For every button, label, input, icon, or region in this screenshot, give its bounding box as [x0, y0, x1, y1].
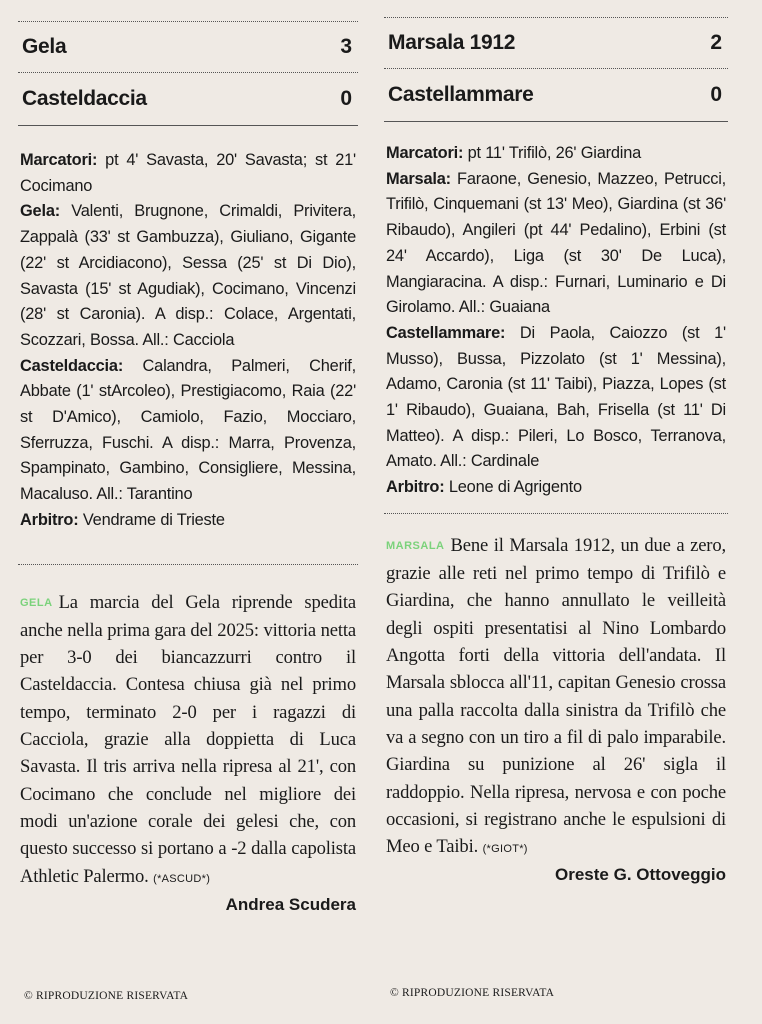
match-report: [18, 589, 358, 893]
home-goals: 2: [710, 31, 722, 54]
match-report: [384, 532, 728, 864]
scorers-line: Marcatori: pt 11' Trifilò, 26' Giardina: [386, 144, 642, 162]
away-goals: 0: [710, 83, 722, 106]
match-details: [18, 148, 358, 534]
away-team: Casteldaccia: [22, 87, 147, 110]
match-details: [384, 141, 728, 501]
referee-line: Arbitro: Leone di Agrigento: [386, 478, 582, 497]
author: Oreste G. Ottoveggio: [555, 865, 726, 885]
report-text: Bene il Marsala 1912, un due a zero, grazie alle reti nel primo tempo di Trifilò e Giardina, che hanno annullato le veilleità degli ospiti presentatisi al Nino Lombardo Angotta forti della vittoria dell'andata. Il Marsala sblocca all'11, capitan Genesio crossa una palla raccolta dalla sinistra da Trifilò che va a segno con un tiro a fil di palo imparabile. Giardina su punizione al 26' sigla il raddoppio. Nella ripresa, nervosa e con poche occasioni, si registrano anche le espulsioni di Meo e Taibi.: [386, 534, 726, 858]
away-lineup: Casteldaccia: Calandra, Palmeri, Cherif, Abbate (1' stArcoleo), Prestigiacomo, Raia (22' st D'Amico), Camiolo, Fazio, Mocciaro, Sferruzza, Fuschi. A disp.: Marra, Provenza, Spampinato, Gambino, Consigliere, Messina, Macaluso. All.: Tarantino: [20, 356, 356, 504]
signature: (*GIOT*): [482, 843, 528, 856]
scorers-line: Marcatori: pt 4' Savasta, 20' Savasta; st 21' Cocimano: [20, 151, 356, 195]
location-tag: MARSALA: [386, 539, 445, 552]
right-column: [384, 0, 728, 887]
home-team: Gela: [22, 35, 67, 58]
divider: [18, 564, 358, 565]
home-lineup: Gela: Valenti, Brugnone, Crimaldi, Privitera, Zappalà (33' st Gambuzza), Giuliano, Gigante (22' st Arcidiacono), Sessa (25' st Di Dio), Savasta (15' st Agudiak), Cocimano, Vincenzi (28' st Caronia). A disp.: Colace, Argentati, Scozzari, Bossa. All.: Cacciola: [20, 202, 356, 349]
away-team: Castellammare: [388, 83, 534, 106]
author: Andrea Scudera: [225, 894, 356, 914]
copyright: © RIPRODUZIONE RISERVATA: [24, 990, 189, 1002]
away-score-row: [18, 73, 358, 126]
location-tag: GELA: [20, 596, 53, 609]
divider: [384, 513, 728, 514]
referee-line: Arbitro: Vendrame di Trieste: [20, 510, 225, 529]
away-goals: 0: [340, 87, 352, 110]
home-score-row: [384, 18, 728, 68]
report-text: La marcia del Gela riprende spedita anche nella prima gara del 2025: vittoria netta per 3-0 dei biancazzurri contro il Casteldaccia. Contesa chiusa già nel primo tempo, terminato 2-0 per i ragazzi di Cacciola, grazie alla doppietta di Luca Savasta. Il tris arriva nella ripresa al 21', con Cocimano che conclude nel migliore dei modi un'azione corale dei gelesi che, con questo successo si portano a -2 dalla capolista Athletic Palermo.: [20, 591, 356, 887]
home-goals: 3: [340, 35, 352, 58]
copyright: © RIPRODUZIONE RISERVATA: [390, 987, 555, 999]
home-score-row: [18, 22, 358, 72]
home-team: Marsala 1912: [388, 31, 516, 54]
left-column: [18, 0, 358, 917]
home-lineup: Marsala: Faraone, Genesio, Mazzeo, Petrucci, Trifilò, Cinquemani (st 13' Meo), Giardina (st 36' Ribaudo), Angileri (pt 44' Pedalino), Erbini (st 24' Accardo), Liga (st 30' De Luca), Mangiaracina. A disp.: Furnari, Luminario e Di Girolamo. All.: Guaiana: [386, 169, 726, 317]
signature: (*ASCUD*): [153, 872, 211, 885]
away-score-row: [384, 69, 728, 122]
away-lineup: Castellammare: Di Paola, Caiozzo (st 1' Musso), Bussa, Pizzolato (st 1' Messina), Adamo, Caronia (st 11' Taibi), Piazza, Lopes (st 1' Ribaudo), Guaiana, Bah, Frisella (st 11' Di Matteo). A disp.: Pileri, Lo Bosco, Terranova, Amato. All.: Cardinale: [386, 323, 726, 471]
